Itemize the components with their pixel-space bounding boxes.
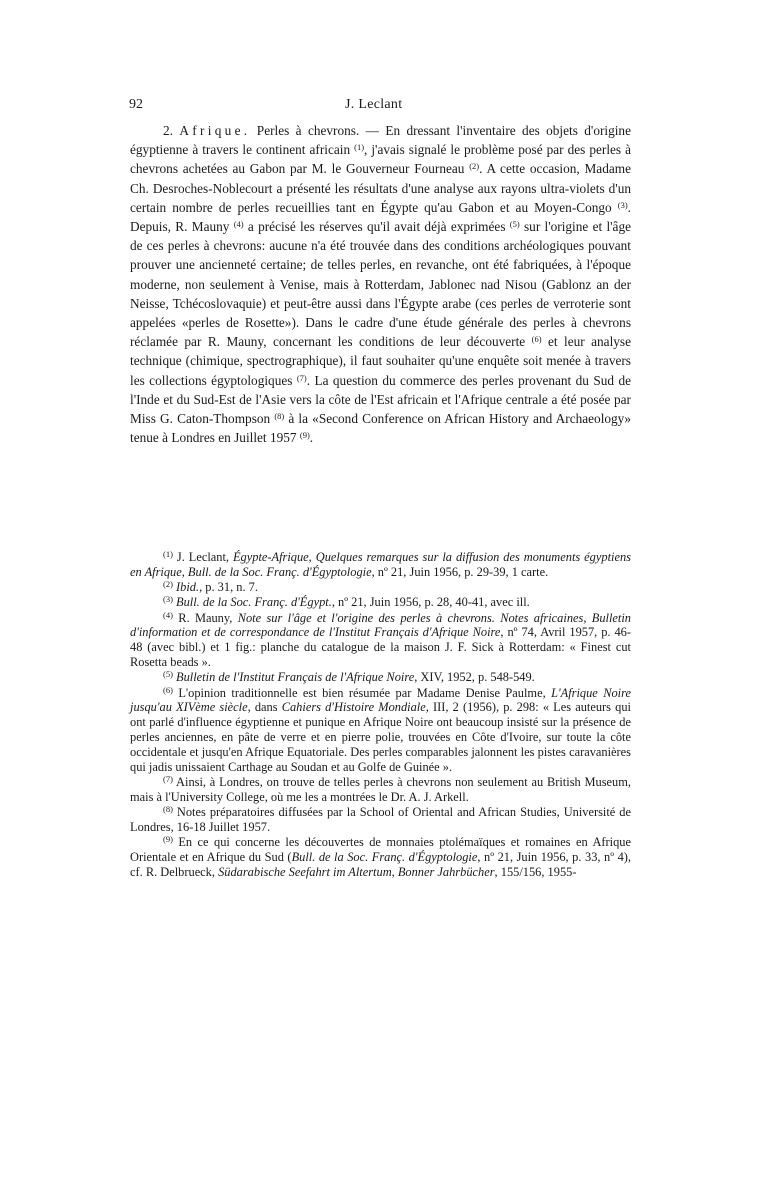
footnote-title: Égypte-Afrique, Quelques remarques sur la diffusion des monuments égyptiens en Afrique, Bull. de la Soc. Franç. d'Égyptologie,	[130, 550, 631, 579]
footnote-text: nº 21, Juin 1956, p. 29-39, 1 carte.	[374, 564, 549, 579]
footnote-ref[interactable]: (7)	[296, 372, 307, 383]
body-text-run: Perles à chevrons. — En dressant l'inventaire des objets d'origine égyptienne à travers le continent africain	[130, 123, 631, 158]
footnote-text: , dans	[247, 700, 282, 715]
footnote-text: , nº 21, Juin 1956, p. 28, 40-41, avec ill.	[331, 595, 530, 610]
footnote-text: , III, 2 (1956), p. 298: « Les auteurs qui ont parlé d'influence égyptienne et punique en Afrique Noire ont beaucoup insisté sur la présence de perles anciennes, en pâte de verre et en pierre polie, trouvées en Côte d'Ivoire, sur toute la côte occidentale et jusqu'en Afrique Equatoriale. Des perles comparables jalonnent les pistes caravanières qui jadis unissaient Carthage au Soudan et au Golfe de Guinée ».	[130, 700, 631, 774]
body-text-run: a précisé les réserves qu'il avait déjà exprimées	[243, 219, 510, 235]
body-text-run: , j'avais signalé le problème posé par des perles à chevrons achetées au Gabon par M. le Gouverneur Fourneau	[130, 142, 631, 177]
footnotes	[130, 550, 631, 880]
footnote-title: Bull. de la Soc. Franç. d'Égypt.	[176, 595, 332, 610]
footnote-mark: (1)	[163, 549, 173, 559]
section-title: Afrique.	[179, 123, 251, 138]
body-text-run: et leur analyse technique (chimique, spectrographique), il faut souhaiter qu'une enquête soit menée à travers les collections égyptologiques	[130, 334, 631, 388]
footnote-ref[interactable]: (1)	[354, 142, 365, 153]
body-text-run: .	[309, 430, 314, 446]
footnote	[130, 670, 631, 685]
footnote-title: Note sur l'âge et l'origine des perles à chevrons. Notes africaines, Bulletin d'information et de correspondance de l'Institut Français d'Afrique Noire	[130, 610, 631, 640]
footnote-mark: (2)	[163, 579, 173, 590]
footnote-text: , 155/156, 1955-	[494, 864, 577, 879]
body-text-run: . Depuis, R. Mauny	[130, 199, 631, 235]
footnote	[130, 550, 631, 580]
footnote-title: Bulletin de l'Institut Français de l'Afrique Noire	[176, 670, 415, 685]
footnote-mark: (4)	[163, 609, 173, 620]
footnote	[130, 686, 631, 775]
footnote-text: , XIV, 1952, p. 548-549.	[414, 670, 535, 685]
body-text	[130, 121, 631, 447]
footnote-title: Cahiers d'Histoire Mondiale	[281, 700, 426, 715]
footnote	[130, 580, 631, 595]
footnote-mark: (8)	[163, 804, 173, 815]
running-head: J. Leclant	[345, 97, 403, 112]
footnote	[130, 595, 631, 610]
footnote-ref[interactable]: (5)	[509, 219, 520, 230]
footnote-text: J. Leclant,	[172, 550, 233, 564]
footnote-title: L'Afrique Noire jusqu'au XIVème siècle	[130, 685, 631, 715]
footnote-ref[interactable]: (9)	[299, 430, 310, 441]
section-number: 2.	[163, 123, 173, 138]
footnote-text: , nº 21, Juin 1956, p. 33, nº 4), cf. R. Delbrueck,	[130, 849, 631, 879]
footnote-text: Notes préparatoires diffusées par la School of Oriental and African Studies, Université de Londres, 16-18 Juillet 1957.	[130, 805, 631, 834]
footnote-text: En ce qui concerne les découvertes de monnaies ptolémaïques et romaines en Afrique Orientale et en Afrique du Sud (	[130, 835, 631, 864]
footnote	[130, 611, 631, 670]
footnote-title: Südarabische Seefahrt im Altertum, Bonner Jahrbücher	[218, 864, 495, 879]
footnote-ref[interactable]: (4)	[233, 219, 244, 230]
body-text-run: sur l'origine et l'âge de ces perles à chevrons: aucune n'a été trouvée dans des conditions archéologiques pouvant prouver une ancienneté certaine; de telles perles, en revanche, ont été fabriquées, à l'époque moderne, non seulement à Venise, mais à Rotterdam, Jablonec nad Nisou (Gablonz an der Neisse, Tchécoslovaquie) et peut-être aussi dans l'Égypte arabe (ces perles de verroterie sont appelées «perles de Rosette»). Dans le cadre d'une étude générale des perles à chevrons réclamée par R. Mauny, concernant les conditions de leur découverte	[130, 219, 631, 350]
footnote-text: , nº 74, Avril 1957, p. 46-48 (avec bibl.) et 1 fig.: planche du catalogue de la maison J. F. Sick à Rotterdam: « Finest cut Rosetta beads ».	[130, 625, 631, 670]
footnote	[130, 805, 631, 835]
body-text-run: à la «Second Conference on African History and Archaeology» tenue à Londres en Juillet 1957	[130, 411, 631, 446]
footnote-mark: (5)	[163, 669, 173, 680]
footnote-ref[interactable]: (6)	[531, 334, 542, 345]
body-paragraph	[130, 121, 631, 447]
footnote-mark: (9)	[163, 834, 173, 845]
footnote-mark: (6)	[163, 684, 173, 695]
footnote-text: R. Mauny,	[172, 610, 238, 625]
page-number: 92	[129, 97, 143, 112]
body-text-run: . A cette occasion, Madame Ch. Desroches-Noblecourt a présenté les résultats d'une analyse aux rayons ultra-violets d'un certain nombre de perles recueillies tant en Égypte qu'au Gabon et au Moyen-Congo	[130, 161, 632, 215]
footnote-mark: (3)	[163, 594, 173, 605]
footnote-ref[interactable]: (8)	[274, 411, 285, 422]
footnote-title: Ibid.	[176, 580, 200, 595]
footnote-mark: (7)	[163, 773, 173, 784]
footnote-ref[interactable]: (2)	[469, 161, 480, 172]
footnote	[130, 775, 631, 805]
footnote-text: , p. 31, n. 7.	[199, 580, 258, 595]
footnote-title: Bull. de la Soc. Franç. d'Égyptologie	[291, 849, 478, 864]
footnote-ref[interactable]: (3)	[617, 199, 628, 210]
footnote	[130, 835, 631, 879]
footnote-text: L'opinion traditionnelle est bien résumée par Madame Denise Paulme,	[172, 685, 552, 700]
footnote-text: Ainsi, à Londres, on trouve de telles perles à chevrons non seulement au British Museum, mais à l'University College, où me les a montrées le Dr. A. J. Arkell.	[130, 774, 631, 804]
body-text-run: . La question du commerce des perles provenant du Sud de l'Inde et du Sud-Est de l'Asie vers la côte de l'Est africain et l'Afrique centrale a été posée par Miss G. Caton-Thompson	[130, 372, 631, 427]
